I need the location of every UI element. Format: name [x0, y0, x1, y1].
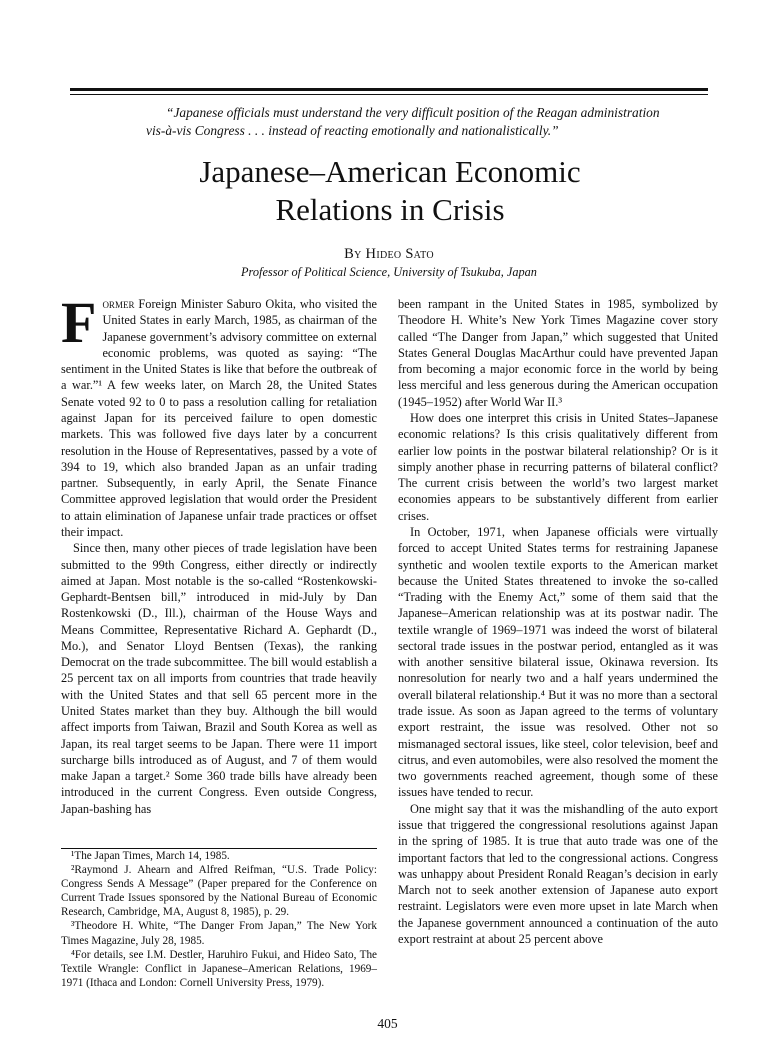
epigraph-line-2: vis-à-vis Congress . . . instead of reacting emotionally and nationalistically.” [146, 123, 559, 138]
paragraph: One might say that it was the mishandling of the auto export issue that triggered the congressional resolutions against Japan in the spring of 1985. It is true that auto trade was one of the important factors that led to the congressional actions. Congress was unhappy about President Ronald Reagan’s decision in early March not to seek another extension of Japanese auto export restraint. Legislators were even more upset in late March when the Japanese government announced a continuation of the auto export restraint at about 25 percent above [398, 801, 718, 946]
lead-in: ormer [102, 297, 135, 311]
left-column [61, 290, 377, 817]
title-line-2: Relations in Crisis [275, 192, 505, 227]
right-column [398, 296, 718, 947]
footnote: ³Theodore H. White, “The Danger From Japan,” The New York Times Magazine, July 28, 1985. [61, 920, 377, 947]
article-title [70, 153, 710, 229]
paragraph: been rampant in the United States in 1985, symbolized by Theodore H. White’s New York Times Magazine cover story called “The Danger from Japan,” which suggested that United States General Douglas MacArthur could have prevented Japan from becoming a major economic force in the world by being less merciful and less generous during the American occupation (1945–1952) after World War II.³ [398, 297, 718, 409]
epigraph-line-1: “Japanese officials must understand the very difficult position of the Reagan administration [166, 105, 660, 120]
paragraph: In October, 1971, when Japanese officials were virtually forced to accept United States terms for restraining Japanese synthetic and woolen textile exports to the American market because the United States threatened to invoke the so-called “Trading with the Enemy Act,” some of them said that the Japanese–American relationship was at its postwar nadir. The textile wrangle of 1969–1971 was indeed the worst of bilateral sectoral trade issues in the postwar period, entangled as it was with another sensitive bilateral issue, Okinawa reversion. Its nonresolution for nearly two and a half years undermined the overall bilateral relationship.⁴ But it was no more than a sectoral trade issue. As soon as Japan agreed to the terms of voluntary export restraint, the issue was resolved. Other not so mismanaged sectoral issues, like steel, color television, beef and citrus, and even automobiles, were also resolved the moment the two governments reached agreement, though some of these issues have tended to recur. [398, 524, 718, 800]
footnote: ⁴For details, see I.M. Destler, Haruhiro Fukui, and Hideo Sato, The Textile Wrangle: Conflict in Japanese–American Relations, 1969–1971 (Ithaca and London: Cornell University Press, 1979). [61, 948, 377, 989]
paragraph: Since then, many other pieces of trade legislation have been submitted to the 99th Congress, either directly or indirectly aimed at Japan. Most notable is the so-called “Rostenkowski-Gephardt-Bentsen bill,” introduced in mid-July by Dan Rostenkowski (D., Ill.), chairman of the House Ways and Means Committee, Representative Richard A. Gephardt (D., Mo.), and Senator Lloyd Bentsen (Texas), the ranking Democrat on the trade subcommittee. The bill would establish a 25 percent tax on all imports from countries that trade heavily with the United States and that sell 65 percent more in the United States market than they buy. Although the bill would affect imports from Taiwan, Brazil and South Korea as well as Japan, its real target seems to be Japan. There were 11 import surcharge bills introduced as of August, and 7 of them would make Japan a target.² Some 360 trade bills have already been introduced in the current Congress. Even outside Congress, Japan-bashing has [61, 541, 377, 816]
footnotes [61, 848, 377, 990]
header-rule-thin [70, 94, 708, 95]
paragraph: How does one interpret this crisis in United States–Japanese economic relations? Is this crisis qualitatively different from earlier low points in the postwar bilateral relationship? Or is it simply another phase in recurring patterns of bilateral conflict? The current crisis between the world’s two largest market economies appears to be substantively different from earlier crises. [398, 410, 718, 523]
page-number: 405 [377, 1016, 398, 1031]
paragraph [61, 290, 377, 540]
author-affiliation: Professor of Political Science, University of Tsukuba, Japan [241, 265, 537, 279]
epigraph [100, 104, 680, 140]
footnote: ¹The Japan Times, March 14, 1985. [61, 848, 377, 863]
footnote: ²Raymond J. Ahearn and Alfred Reifman, “U.S. Trade Policy: Congress Sends A Message” (Paper prepared for the Conference on Current Trade Issues sponsored by the National Bureau of Economic Research, Cambridge, MA, August 8, 1985), p. 29. [61, 864, 377, 919]
title-line-1: Japanese–American Economic [199, 154, 581, 189]
paragraph-text: Foreign Minister Saburo Okita, who visited the United States in early March, 1985, as chairman of the Japanese government’s advisory committee on external economic problems, was quoted as saying: “The sentiment in the United States is like that before the outbreak of a war.”¹ A few weeks later, on March 28, the United States Senate voted 92 to 0 to pass a resolution calling for retaliation against Japan for its perceived failure to open domestic markets. This was followed five days later by a concurrent resolution in the House of Representatives, passed by a vote of 394 to 19, which also branded Japan as an unfair trading partner. Subsequently, in early April, the Senate Finance Committee approved legislation that would order the President to attain elimination of Japanese unfair trade practices or offset their impact. [61, 297, 377, 539]
drop-cap: F [61, 290, 97, 355]
byline: By Hideo Sato [344, 246, 434, 262]
header-rule-thick [70, 88, 708, 91]
